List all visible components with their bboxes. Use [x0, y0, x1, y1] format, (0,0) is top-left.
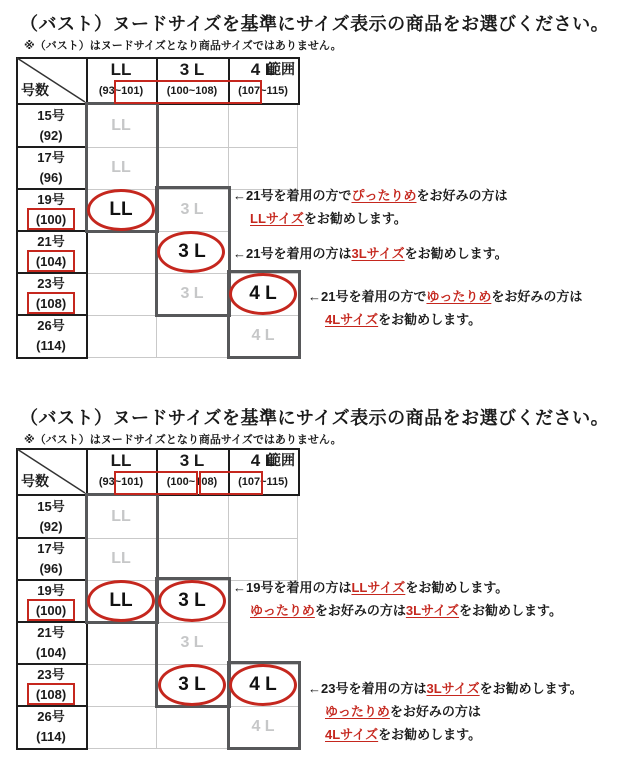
corner-label-range: 範囲	[267, 452, 295, 468]
header-divider	[298, 57, 300, 105]
red-highlight-box-108	[27, 683, 75, 705]
row-label-23: 23号 (108)	[35, 667, 67, 702]
cell-19-3L: 3 L	[180, 201, 204, 218]
cell-19-3L: 3 L	[178, 590, 206, 611]
cell-15-LL: LL	[111, 508, 131, 525]
cell-26-4L: 4 L	[251, 718, 275, 735]
row-label-19: 19号 (100)	[35, 583, 67, 618]
cell-17-LL: LL	[111, 550, 131, 567]
row-label-26: 26号 (114)	[36, 709, 66, 744]
annotation-line: 4Lサイズをお勧めします。	[325, 312, 482, 327]
cell-23-3L: 3 L	[180, 285, 204, 302]
circle-emphasis-19-LL	[87, 580, 155, 622]
row-label-21: 21号 (104)	[35, 625, 67, 660]
size-guide-section-2	[0, 394, 640, 768]
cell-23-4L: 4 L	[249, 283, 277, 304]
red-highlight-box-100	[27, 208, 75, 230]
circle-emphasis-23-4L	[229, 273, 297, 315]
row-label-26: 26号 (114)	[36, 318, 66, 353]
row-label-17: 17号 (96)	[37, 150, 65, 185]
cell-17-LL: LL	[111, 159, 131, 176]
annotation-line: ←21号を着用の方は3Lサイズをお勧めします。	[233, 246, 508, 261]
row-label-19: 19号 (100)	[35, 192, 67, 227]
cell-19-LL: LL	[109, 199, 133, 220]
annotation-line: LLサイズをお勧めします。	[250, 211, 407, 226]
section-title: （バスト）ヌードサイズを基準にサイズ表示の商品をお選びください。	[20, 14, 610, 34]
circle-emphasis-23-3L	[158, 664, 226, 706]
annotation-line: ←19号を着用の方はLLサイズをお勧めします。	[233, 580, 509, 595]
annotation-line: ←21号を着用の方でぴったりめをお好みの方は	[233, 188, 508, 203]
red-highlight-box-100	[27, 599, 75, 621]
annotation-line: ←21号を着用の方でゆったりめをお好みの方は	[308, 289, 583, 304]
annotation-line: 4Lサイズをお勧めします。	[325, 727, 482, 742]
cell-15-LL: LL	[111, 117, 131, 134]
cell-23-3L: 3 L	[178, 674, 206, 695]
red-highlight-header-box-1	[114, 471, 198, 495]
corner-label-size-number: 号数	[21, 82, 49, 98]
annotation-line: ゆったりめをお好みの方は	[325, 704, 481, 719]
row-label-21: 21号 (104)	[35, 234, 67, 269]
header-col-LL: LL (93~101)	[98, 451, 144, 488]
table-border-bottom	[16, 357, 88, 359]
red-highlight-box-104	[27, 250, 75, 272]
table-border-bottom	[16, 748, 88, 750]
circle-emphasis-19-LL	[87, 189, 155, 231]
cell-21-3L: 3 L	[178, 241, 206, 262]
annotation-line: ←23号を着用の方は3Lサイズをお勧めします。	[308, 681, 583, 696]
cell-26-4L: 4 L	[251, 327, 275, 344]
size-note: ※（バスト）はヌードサイズとなり商品サイズではありません。	[24, 40, 342, 52]
corner-label-range: 範囲	[267, 61, 295, 77]
header-col-4L: 4 L (107~115)	[238, 60, 288, 97]
size-note: ※（バスト）はヌードサイズとなり商品サイズではありません。	[24, 434, 342, 446]
annotation-line: ゆったりめをお好みの方は3Lサイズをお勧めします。	[250, 603, 562, 618]
header-col-LL: LL (93~101)	[98, 60, 144, 97]
red-highlight-header-box-2	[199, 471, 263, 495]
section-title: （バスト）ヌードサイズを基準にサイズ表示の商品をお選びください。	[20, 408, 610, 428]
header-divider	[298, 448, 300, 496]
red-highlight-box-108	[27, 292, 75, 314]
circle-emphasis-21-3L	[157, 231, 225, 273]
size-table	[16, 448, 300, 750]
row-label-15: 15号 (92)	[37, 499, 65, 534]
row-label-23: 23号 (108)	[35, 276, 67, 311]
header-col-4L: 4 L (107~115)	[238, 451, 288, 488]
circle-emphasis-19-3L	[158, 580, 226, 622]
row-label-17: 17号 (96)	[37, 541, 65, 576]
red-highlight-header-box	[114, 80, 262, 104]
size-table	[16, 57, 300, 359]
cell-21-3L: 3 L	[180, 634, 204, 651]
cell-19-LL: LL	[109, 590, 133, 611]
header-col-3L: 3 L (100~108)	[166, 60, 218, 97]
corner-label-size-number: 号数	[21, 473, 49, 489]
header-col-3L: 3 L (100~108)	[166, 451, 218, 488]
row-label-15: 15号 (92)	[37, 108, 65, 143]
circle-emphasis-23-4L	[229, 664, 297, 706]
cell-23-4L: 4 L	[249, 674, 277, 695]
